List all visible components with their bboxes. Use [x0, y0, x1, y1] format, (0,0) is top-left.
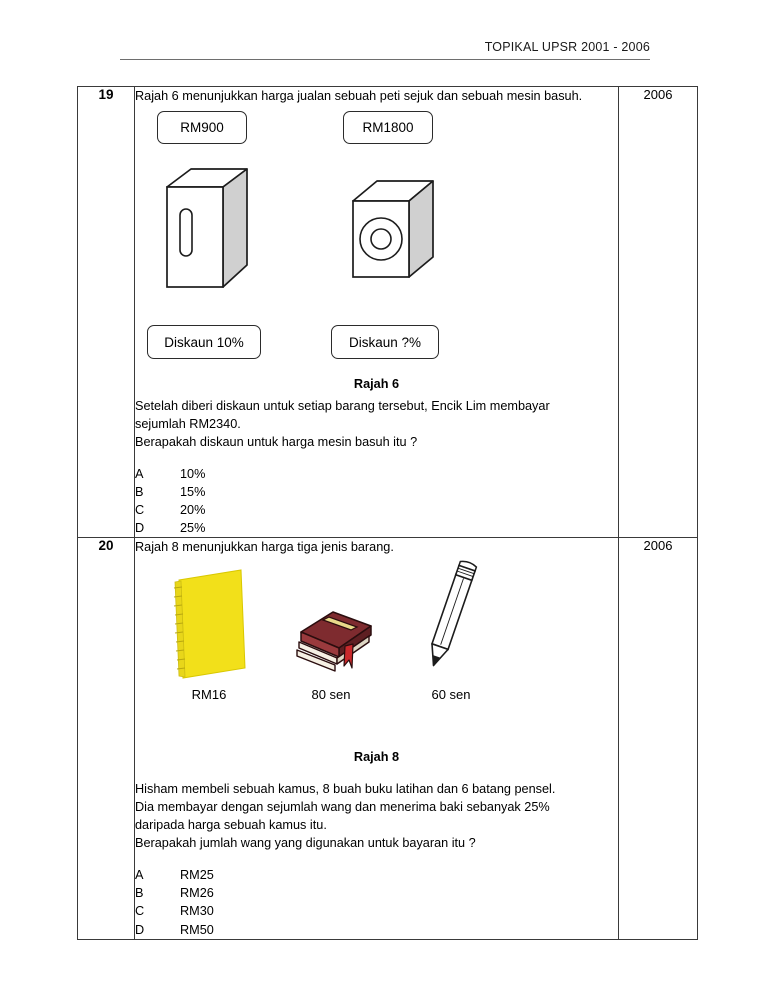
notebook-icon — [167, 564, 253, 687]
figure-caption: Rajah 8 — [353, 750, 400, 765]
figure-rajah-8 — [135, 560, 618, 732]
list-item[interactable] — [135, 866, 618, 884]
option-text: RM26 — [180, 886, 214, 901]
option-text: RM30 — [180, 904, 214, 919]
refrigerator-icon — [161, 165, 253, 300]
option-text: RM50 — [180, 922, 214, 937]
item-price: 80 sen — [311, 687, 351, 703]
washer-price-box: RM1800 — [343, 111, 433, 144]
question-text-line2: Dia membayar dengan sejumlah wang dan menerima baki sebanyak 25% daripada harga sebuah kamus itu. — [135, 800, 550, 833]
option-letter: A — [135, 467, 144, 482]
question-text-line1: Hisham membeli sebuah kamus, 8 buah buku latihan dan 6 batang pensel. — [135, 782, 556, 797]
option-text: 25% — [180, 521, 206, 536]
question-body — [135, 87, 619, 538]
figure-rajah-6 — [135, 111, 618, 373]
list-item[interactable] — [135, 902, 618, 920]
figure-caption: Rajah 6 — [353, 377, 400, 392]
question-number: 19 — [78, 87, 135, 538]
option-letter: B — [135, 886, 144, 901]
item-price: RM16 — [191, 687, 227, 703]
item-price: 60 sen — [431, 687, 471, 703]
question-text-line1: Setelah diberi diskaun untuk setiap barang tersebut, Encik Lim membayar sejumlah RM2340. — [135, 399, 550, 432]
option-text: 10% — [180, 467, 206, 482]
answer-options — [135, 866, 618, 938]
list-item[interactable] — [135, 465, 618, 483]
option-letter: C — [135, 503, 145, 518]
question-year: 2006 — [619, 538, 698, 939]
question-body — [135, 538, 619, 939]
option-text: 15% — [180, 485, 206, 500]
option-letter: C — [135, 904, 145, 919]
washing-machine-icon — [347, 171, 439, 292]
list-item[interactable] — [135, 921, 618, 939]
questions-table — [77, 86, 698, 940]
list-item[interactable] — [135, 483, 618, 501]
option-letter: D — [135, 521, 145, 536]
option-letter: B — [135, 485, 144, 500]
list-item[interactable] — [135, 501, 618, 519]
option-text: 20% — [180, 503, 206, 518]
question-text-line3: Berapakah jumlah wang yang digunakan untuk bayaran itu ? — [135, 836, 476, 851]
option-letter: A — [135, 868, 144, 883]
list-item[interactable] — [135, 884, 618, 902]
answer-options — [135, 465, 618, 537]
question-number: 20 — [78, 538, 135, 939]
question-stem: Rajah 6 menunjukkan harga jualan sebuah peti sejuk dan sebuah mesin basuh. — [135, 89, 583, 103]
option-letter: D — [135, 922, 145, 937]
question-stem: Rajah 8 menunjukkan harga tiga jenis barang. — [135, 540, 394, 555]
table-row — [78, 538, 698, 939]
books-stack-icon — [293, 602, 377, 681]
pencil-icon — [417, 560, 481, 683]
list-item[interactable] — [135, 519, 618, 537]
table-row — [78, 87, 698, 538]
page-header: TOPIKAL UPSR 2001 - 2006 — [120, 40, 650, 60]
question-year: 2006 — [619, 87, 698, 538]
question-text-line2: Berapakah diskaun untuk harga mesin basuh itu ? — [135, 435, 418, 450]
fridge-discount-box: Diskaun 10% — [147, 325, 261, 359]
washer-discount-box: Diskaun ?% — [331, 325, 439, 359]
fridge-price-box: RM900 — [157, 111, 247, 144]
option-text: RM25 — [180, 868, 214, 883]
